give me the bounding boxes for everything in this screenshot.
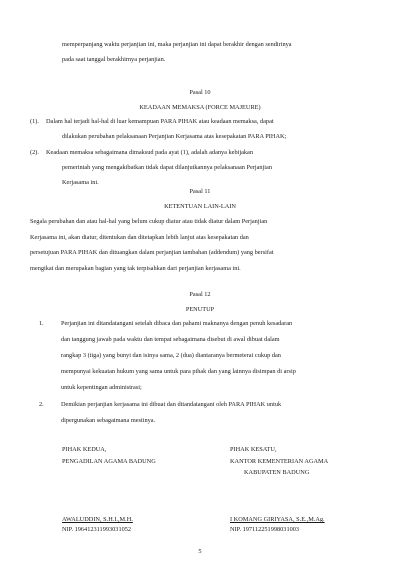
paragraph-line: Kerjasama ini, akan diatur, ditentukan dan ditetapkan lebih lanjut atas kesepakatan dan bbox=[30, 234, 249, 241]
intro-line: pada saat tanggal berakhirnya perjanjian. bbox=[62, 56, 166, 63]
paragraph-line: persetujuan PARA PIHAK dan dituangkan dalam perjanjian tambahan (addendum) yang bersifat bbox=[30, 249, 274, 256]
pasal-title: PENUTUP bbox=[185, 306, 215, 313]
list-text-line: Demikian perjanjian kerjasama ini dibuat dan ditandatangani oleh PARA PIHAK untuk bbox=[61, 401, 282, 408]
list-number: 2. bbox=[39, 401, 44, 408]
list-number: (1). bbox=[30, 118, 39, 125]
pasal-title: KEADAAN MEMAKSA (FORCE MAJEURE) bbox=[139, 104, 261, 111]
list-number: 1. bbox=[39, 320, 44, 327]
paragraph-line: mengikat dan merupakan bagian yang tak terpisahkan dari perjanjian kerjasama ini. bbox=[30, 265, 241, 272]
signature-org-right: KABUPATEN BADUNG bbox=[244, 469, 310, 476]
list-text-line: rangkap 3 (tiga) yang bunyi dan isinya sama, 2 (dua) diantaranya bermeterai cukup dan bbox=[61, 352, 281, 359]
pasal-heading: Pasal 10 bbox=[189, 89, 211, 96]
list-text-line: Perjanjian ini ditandatangani setelah dibaca dan pahami maknanya dengan penuh kesadaran bbox=[61, 320, 293, 327]
intro-line: memperpanjang waktu perjanjian ini, maka perjanjian ini dapat berakhir dengan sendirinya bbox=[62, 41, 292, 48]
list-text-line: dilakukan perubahan pelaksanaan Perjanjian Kerjasama atas kesepakatan PARA PIHAK; bbox=[62, 133, 287, 140]
list-text-line: dan tanggung jawab pada waktu dan tempat sebagaimana disebut di awal dibuat dalam bbox=[61, 336, 280, 343]
list-text-line: untuk kepentingan administrasi; bbox=[61, 384, 142, 391]
list-text-line: pemerintah yang mengakibatkan tidak dapat dilanjutkannya pelaksanaan Perjanjian bbox=[62, 164, 272, 171]
signatory-nip-left: NIP. 196412311993031052 bbox=[62, 526, 132, 533]
list-number: (2). bbox=[30, 149, 39, 156]
list-text-line: mempunyai kekuatan hukum yang sama untuk para pihak dan yang lainnya disimpan di arsip bbox=[61, 368, 296, 375]
list-text-line: Keadaan memaksa sebagaimana dimaksud pada ayat (1), adalah adanya kebijakan bbox=[46, 149, 254, 156]
paragraph-line: Segala perubahan dan atau hal-hal yang belum cukup diatur atau tidak diatur dalam Perjanjian bbox=[30, 218, 268, 225]
page-number: 5 bbox=[198, 548, 202, 555]
list-text-line: dipergunakan sebagaimana mestinya. bbox=[61, 417, 156, 424]
signatory-nip-right: NIP. 197112251998031003 bbox=[230, 526, 300, 533]
signature-role-right: PIHAK KESATU, bbox=[230, 446, 277, 453]
pasal-heading: Pasal 12 bbox=[189, 291, 211, 298]
signatory-name-right: I KOMANG GIRIYASA, S.E.,M.Ag. bbox=[230, 516, 325, 523]
signature-org-left: PENGADILAN AGAMA BADUNG bbox=[62, 458, 156, 465]
pasal-heading: Pasal 11 bbox=[189, 188, 211, 195]
pasal-title: KETENTUAN LAIN-LAIN bbox=[164, 203, 236, 210]
signature-role-left: PIHAK KEDUA, bbox=[62, 446, 107, 453]
signature-org-right: KANTOR KEMENTERIAN AGAMA bbox=[230, 458, 329, 465]
list-text-line: Kerjasama ini. bbox=[62, 179, 99, 186]
signatory-name-left: AWALUDDIN, S.H.I.,M.H. bbox=[62, 516, 133, 523]
list-text-line: Dalam hal terjadi hal-hal di luar kemampuan PARA PIHAK atau keadaan memaksa, dapat bbox=[46, 118, 274, 125]
